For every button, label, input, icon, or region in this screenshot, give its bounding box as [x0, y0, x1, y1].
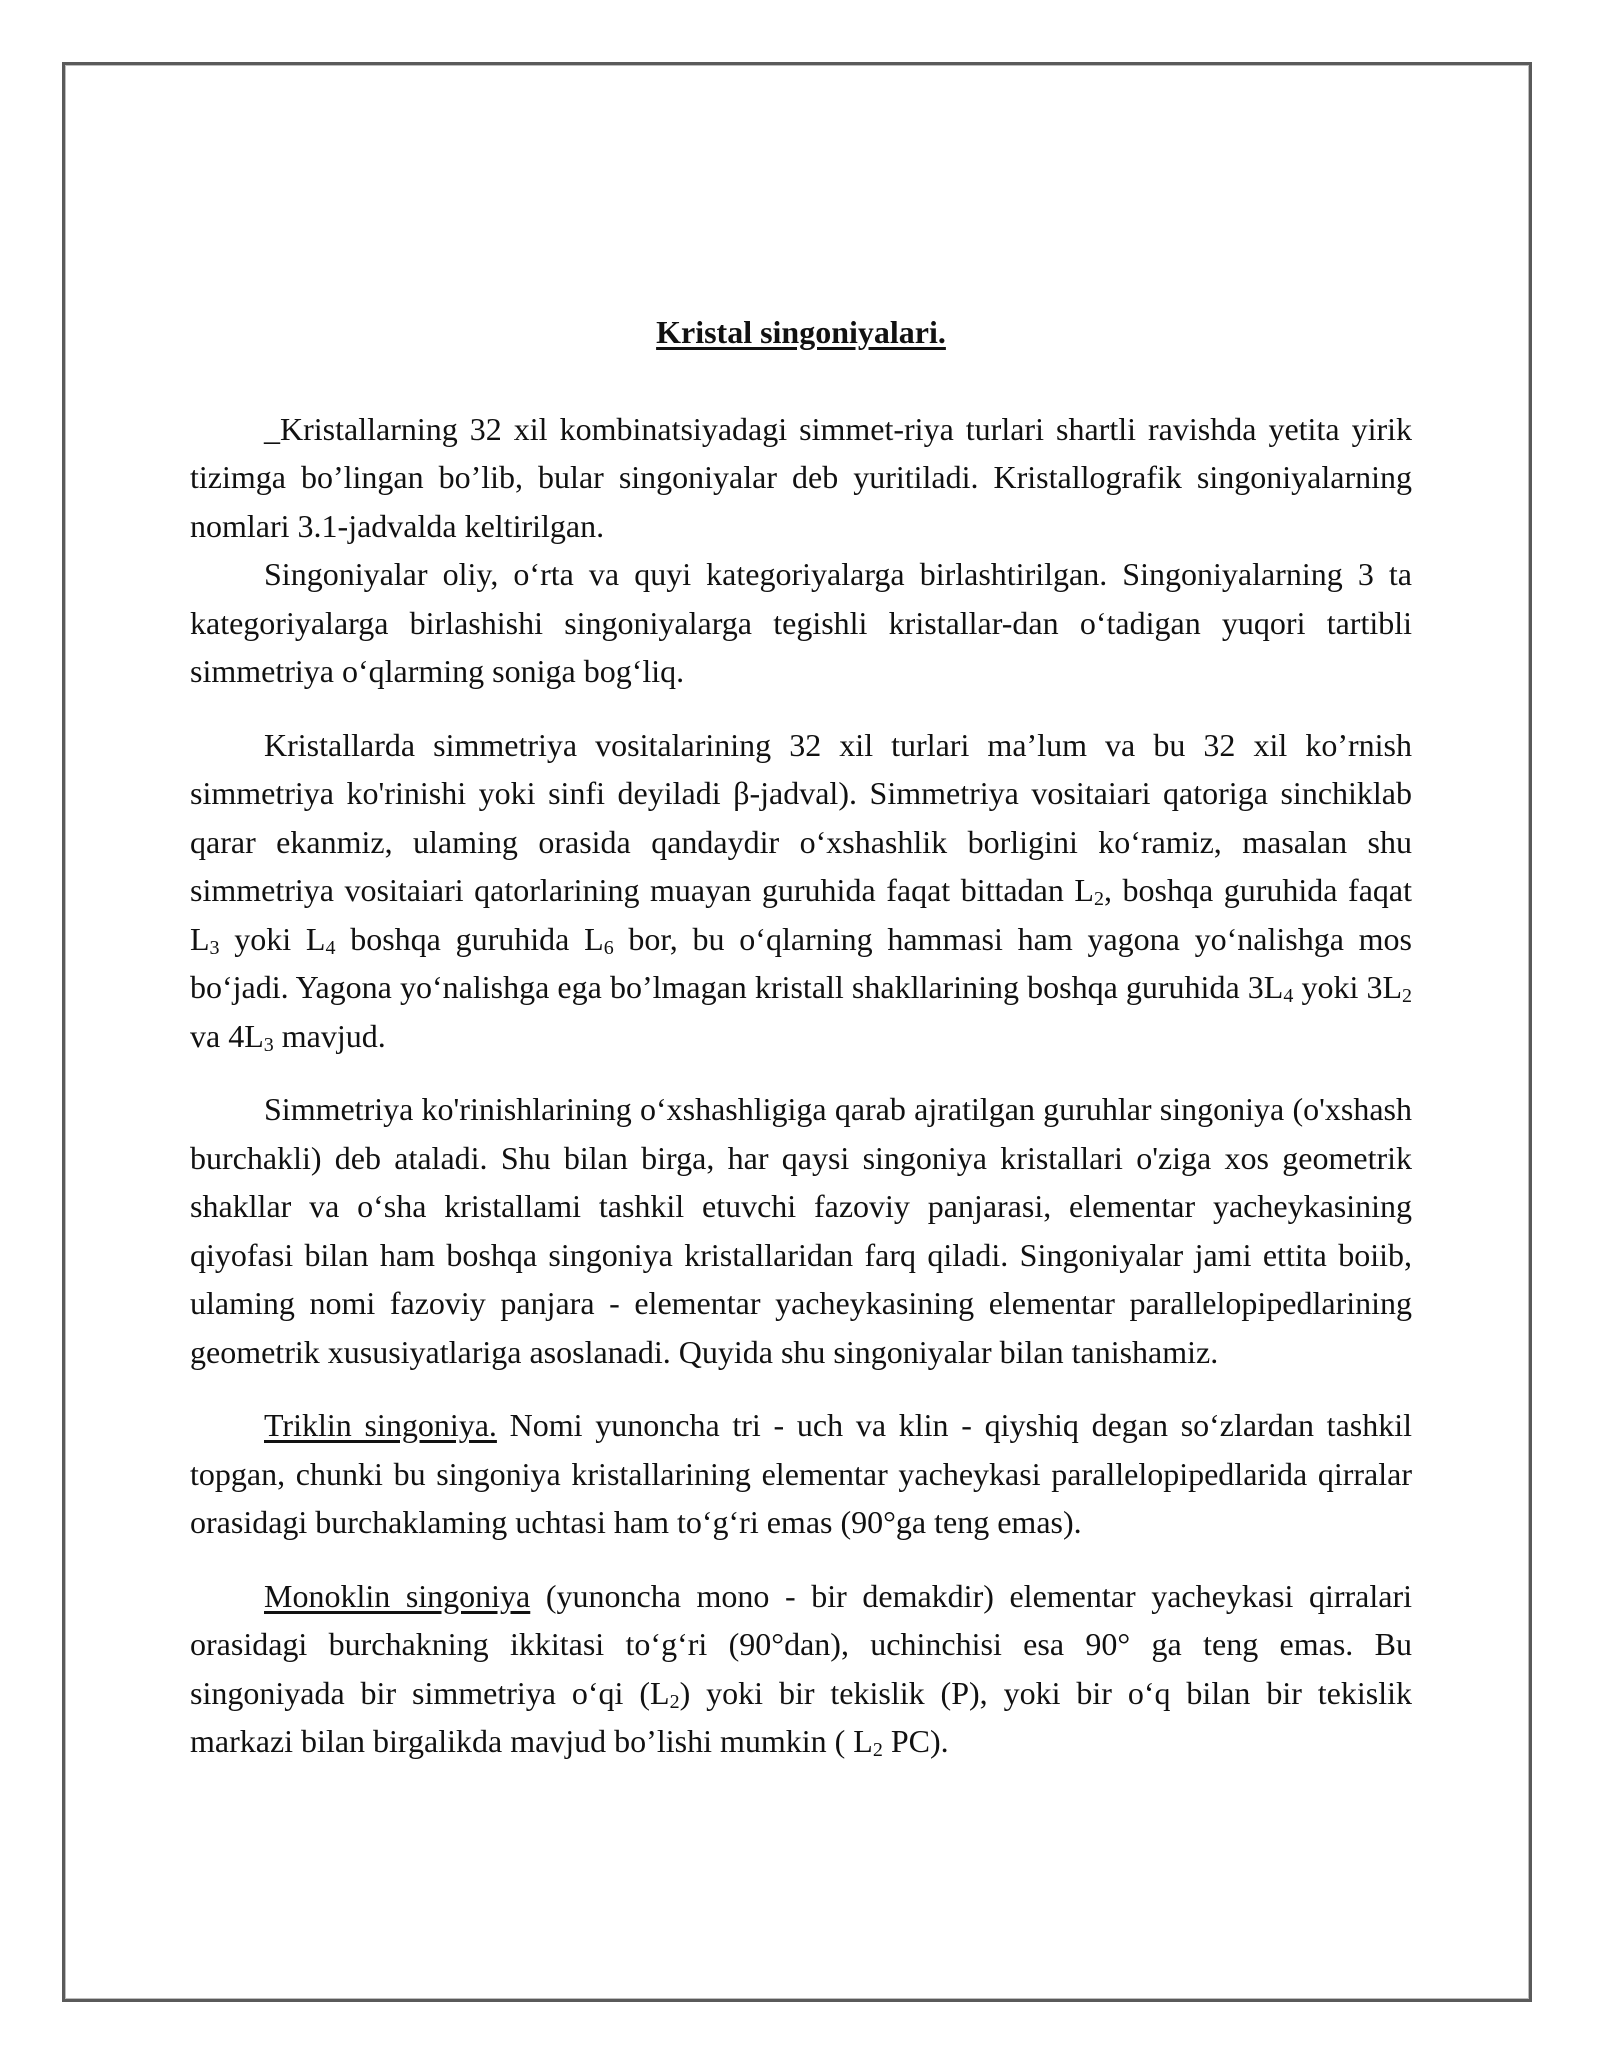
paragraph-3 — [190, 721, 1412, 1061]
paragraph-6-text: (yunoncha mono - bir demakdir) elementar yacheykasi qirralari orasidagi burchakning ikkitasi to‘g‘ri (90°dan), uchinchisi esa 90° ga teng emas. Bu singoniyada bir simmetriya o‘qi (L — [190, 1577, 1413, 1711]
paragraph-1: _Kristallarning 32 xil kombinatsiyadagi simmet-riya turlari shartli ravishda yetita yirik tizimga bo’lingan bo’lib, bular singoniyalar deb yuritiladi. Kristallografik singoniyalarning nomlari 3.1-jadvalda keltirilgan. — [190, 410, 1412, 544]
subscript: 3 — [209, 936, 220, 959]
paragraph-2: Singoniyalar oliy, o‘rta va quyi kategoriyalarga birlashtirilgan. Singoniyalarning 3 ta kategoriyalarga birlashishi singoniyalarga tegishli kristallar-dan o‘tadigan yuqori tartibli simmetriya o‘qlarming soniga bog‘liq. — [190, 556, 1412, 689]
document-body — [190, 308, 1412, 1766]
paragraph-3-text: , boshqa guruhida faqat L — [190, 872, 1413, 957]
section-heading-triklin: Triklin singoniya. — [264, 1407, 497, 1443]
paragraph-5-text: Nomi yunoncha tri - uch va klin - qiyshiq degan so‘zlardan tashkil topgan, chunki bu singoniya kristallarining elementar yacheykasi parallelopipedlarida qirralar orasidagi burchaklaming uchtasi ham to‘g‘ri emas (90°ga teng emas). — [190, 1407, 1412, 1540]
paragraph-3-text: bor, bu o‘qlarning hammasi ham yagona yo‘nalishga mos bo‘jadi. Yagona yo‘nalishga ega bo’lmagan kristall shakllarining boshqa guruhida 3L — [190, 920, 1413, 1005]
subscript: 4 — [1283, 985, 1294, 1007]
paragraph-3-text: va 4L — [190, 1017, 264, 1054]
paragraph-6-text: PC). — [882, 1723, 949, 1759]
paragraph-3-text: yoki L — [219, 920, 326, 957]
subscript: 6 — [603, 936, 614, 959]
paragraph-6 — [190, 1572, 1412, 1766]
paragraph-4: Simmetriya ko'rinishlarining o‘xshashligiga qarab ajratilgan guruhlar singoniya (o'xshash burchakli) deb ataladi. Shu bilan birga, har qaysi singoniya kristallari o'ziga xos geometrik shakllar va o‘sha kristallami tashkil etuvchi fazoviy panjarasi, elementar yacheykasining qiyofasi bilan ham boshqa singoniya kristallaridan farq qiladi. Singoniyalar jami ettita boiib, ulaming nomi fazoviy panjara - elementar yacheykasining elementar parallelopipedlarining geometrik xususiyatlariga asoslanadi. Quyida shu singoniyalar bilan tanishamiz. — [190, 1091, 1412, 1370]
subscript: 2 — [1402, 985, 1413, 1007]
paragraph-6-text: ) yoki bir tekislik (P), yoki bir o‘q bilan bir tekislik markazi bilan birgalikda mavjud bo’lishi mumkin ( L — [190, 1674, 1413, 1759]
subscript: 2 — [872, 1739, 883, 1761]
paragraph-3-text: mavjud. — [273, 1017, 386, 1054]
document-title: Kristal singoniyalari. — [656, 314, 946, 350]
subscript: 2 — [669, 1690, 680, 1713]
subscript: 4 — [325, 936, 336, 959]
subscript: 2 — [1093, 888, 1104, 910]
paragraph-3-text: boshqa guruhida L — [335, 920, 604, 957]
paragraph-3-text: Kristallarda simmetriya vositalarining 32 xil turlari ma’lum va bu 32 xil ko’rnish simmetriya ko'rinishi yoki sinfi deyiladi β-jadval). Simmetriya vositaiari qatoriga sinchiklab qarar ekanmiz, ulaming orasida qandaydir o‘xshashlik borligini ko‘ramiz, masalan shu simmetriya vositaiari qatorlarining muayan guruhida faqat bittadan L — [190, 726, 1412, 908]
paragraph-3-text: yoki 3L — [1293, 969, 1403, 1005]
subscript: 3 — [263, 1033, 274, 1056]
section-heading-monoklin: Monoklin singoniya — [264, 1577, 531, 1614]
paragraph-5 — [190, 1401, 1412, 1547]
